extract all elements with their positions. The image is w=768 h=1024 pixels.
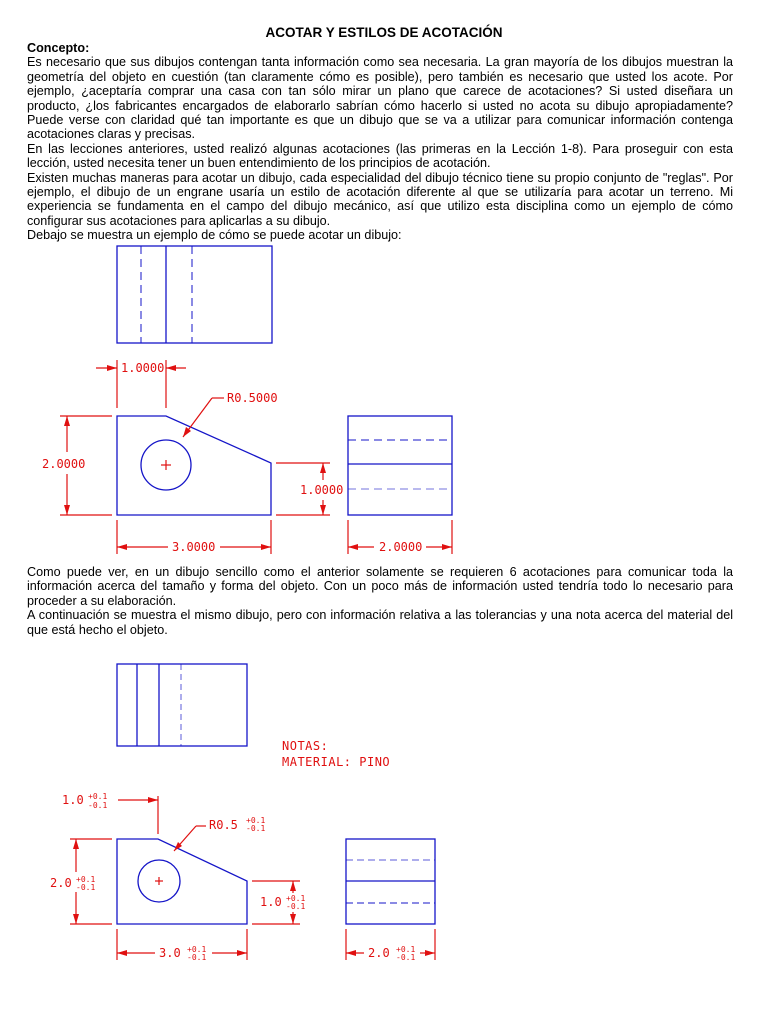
d2-dim-top-tol-plus: +0.1	[88, 792, 108, 801]
intro-paragraph-2: En las lecciones anteriores, usted realizó algunas acotaciones (las primeras en la Lección 1-8). Para proseguir con esta lección, usted necesita tener un buen entendimiento de los principios de acotación.	[27, 141, 733, 171]
d2-dim-side-width-tol-plus: +0.1	[396, 945, 416, 954]
d1-dim-width: 3.0000	[172, 540, 216, 554]
intro-paragraph-1: Es necesario que sus dibujos contengan tanta información como sea necesaria. La gran mayoría de los dibujos muestran la geometría del objeto en cuestión (tan claramente cómo es posible), pero también es necesario que usted los acote. Por ejemplo, ¿aceptaría comprar una casa con tan sólo mirar un plano que carece de acotaciones? Si usted diseñara un producto, ¿los fabricantes encargados de elaborarlo sabrían cómo hacerlo si usted no acota su dibujo apropiadamente? Puede verse con claridad qué tan importante es que un dibujo que se va a utilizar para comunicar información contenga acotaciones claras y precisas.	[27, 55, 733, 142]
d1-dim-radius: R0.5000	[227, 391, 278, 405]
concept-label: Concepto:	[27, 41, 90, 55]
d2-dim-radius-tol-plus: +0.1	[246, 816, 266, 825]
d2-dim-step-tol-minus: -0.1	[286, 902, 306, 911]
d2-dim-side-width: 2.0	[368, 946, 390, 960]
d2-dim-width-tol-minus: -0.1	[187, 953, 207, 962]
d2-notes-material: MATERIAL: PINO	[282, 755, 391, 769]
d2-dim-width-tol-plus: +0.1	[187, 945, 207, 954]
d1-dim-top: 1.0000	[121, 361, 165, 375]
d2-notes-title: NOTAS:	[282, 739, 329, 753]
d2-dim-top: 1.0	[62, 793, 84, 807]
intro-paragraph-3: Existen muchas maneras para acotar un dibujo, cada especialidad del dibujo técnico tiene su propio conjunto de "reglas". Por ejemplo, el dibujo de un engrane usaría un estilo de acotación diferente al que se utilizaría para acotar un terreno. Mi experiencia se fundamenta en el campo del dibujo mecánico, así que utilizo esta disciplina como un ejemplo de cómo configurar sus acotaciones para aplicarlas a su dibujo.	[27, 170, 733, 228]
d2-dim-step: 1.0	[260, 895, 282, 909]
middle-paragraph-2: A continuación se muestra el mismo dibujo, pero con información relativa a las tolerancias y una nota acerca del material del que está hecho el objeto.	[27, 608, 733, 637]
d1-dim-height: 2.0000	[42, 457, 86, 471]
document-title: ACOTAR Y ESTILOS DE ACOTACIÓN	[265, 25, 503, 40]
intro-paragraph-4: Debajo se muestra un ejemplo de cómo se puede acotar un dibujo:	[27, 228, 402, 243]
d2-dim-height: 2.0	[50, 876, 72, 890]
d2-dim-step-tol-plus: +0.1	[286, 894, 306, 903]
d2-front-view	[117, 839, 247, 924]
d1-dim-step: 1.0000	[300, 483, 344, 497]
d1-dim-side-width: 2.0000	[379, 540, 423, 554]
d2-dim-radius-tol-minus: -0.1	[246, 824, 266, 833]
d2-dim-height-tol-plus: +0.1	[76, 875, 96, 884]
d2-dim-radius: R0.5	[209, 818, 238, 832]
d2-dim-side-width-tol-minus: -0.1	[396, 953, 416, 962]
d2-dim-width: 3.0	[159, 946, 181, 960]
d2-dim-height-tol-minus: -0.1	[76, 883, 96, 892]
d2-dim-top-tol-minus: -0.1	[88, 801, 108, 810]
middle-paragraph-1: Como puede ver, en un dibujo sencillo como el anterior solamente se requieren 6 acotaciones para comunicar toda la información acerca del tamaño y forma del objeto. Con un poco más de información usted tendría todo lo necesario para proceder a su elaboración.	[27, 565, 733, 608]
